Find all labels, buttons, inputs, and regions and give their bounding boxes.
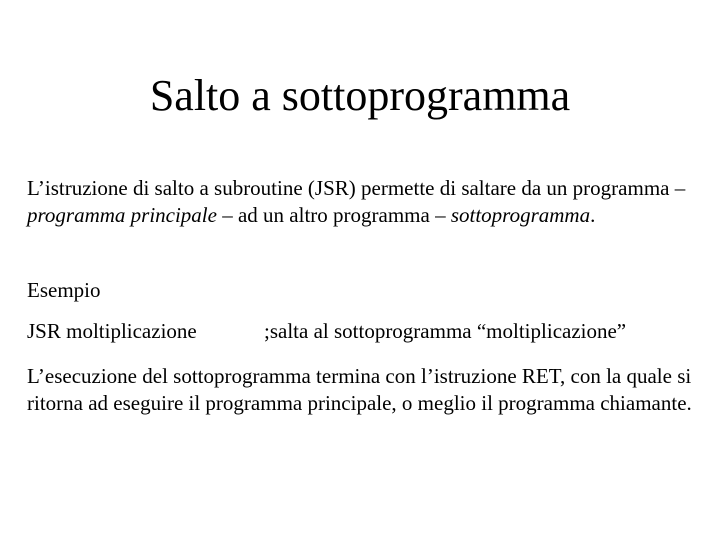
example-instruction: JSR moltiplicazione: [27, 319, 197, 343]
slide-title: Salto a sottoprogramma: [149, 71, 571, 120]
intro-text-part3: .: [590, 203, 596, 227]
example-line: [27, 318, 697, 345]
conclusion-paragraph: L’esecuzione del sottoprogramma termina con l’istruzione RET, con la quale si ritorna ad eseguire il programma principale, o meglio il programma chiamante.: [27, 364, 692, 415]
intro-italic-subprogram: sottoprogramma: [450, 203, 591, 227]
intro-italic-main-program: programma principale: [27, 203, 217, 227]
example-comment: ;salta al sottoprogramma “moltiplicazione”: [264, 319, 627, 343]
intro-text-part1: L’istruzione di salto a subroutine (JSR) permette di saltare da un programma –: [27, 176, 686, 200]
intro-text-part2: – ad un altro programma –: [216, 203, 451, 227]
intro-paragraph: [27, 175, 697, 229]
example-label: Esempio: [27, 278, 101, 302]
